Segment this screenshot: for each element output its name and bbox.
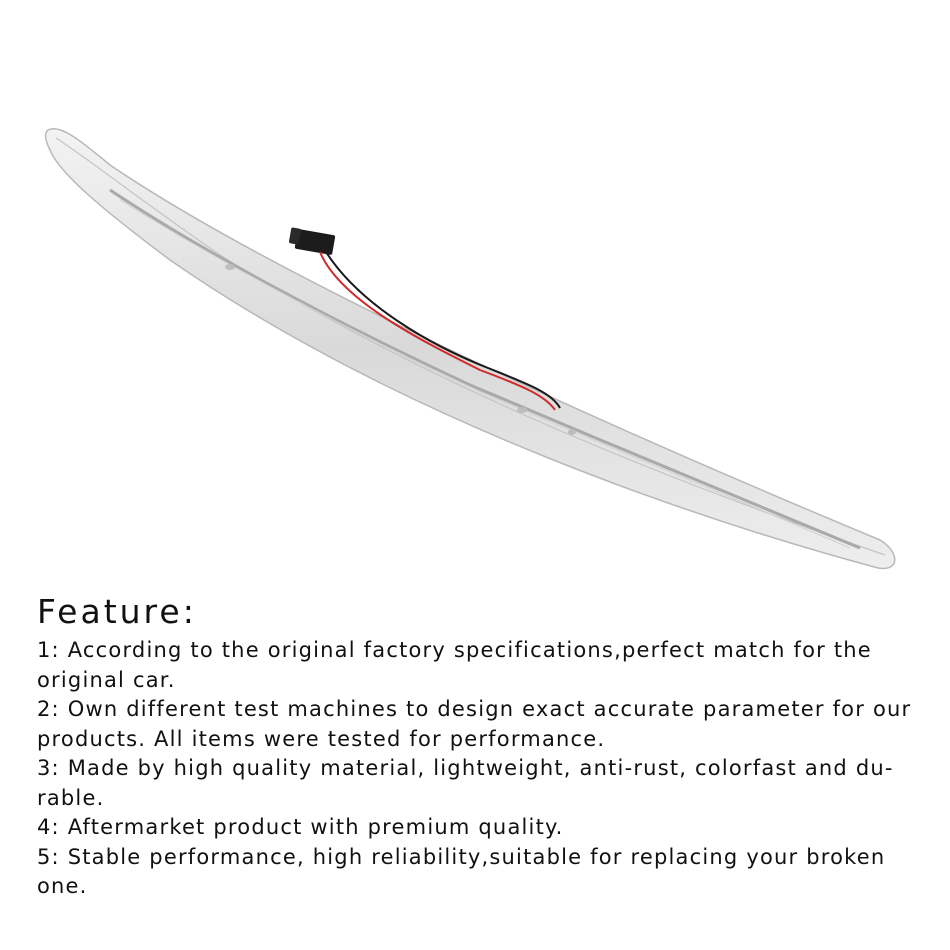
- feature-list: [37, 636, 917, 902]
- wire-connector: [289, 227, 336, 255]
- feature-section: [37, 590, 917, 902]
- light-bar-housing: [46, 129, 895, 569]
- feature-title: Feature:: [37, 592, 197, 631]
- feature-item-1: 1: According to the original factory specifications,perfect match for the original car.: [37, 638, 872, 692]
- feature-item-5: 5: Stable performance, high reliability,suitable for replacing your broken one.: [37, 844, 886, 898]
- feature-item-4: 4: Aftermarket product with premium quality.: [37, 815, 564, 839]
- feature-item-2: 2: Own different test machines to design exact accurate parameter for our products. All items were tested for performance.: [37, 697, 912, 751]
- feature-item-3: 3: Made by high quality material, lightweight, anti-rust, colorfast and du- rable.: [37, 756, 894, 810]
